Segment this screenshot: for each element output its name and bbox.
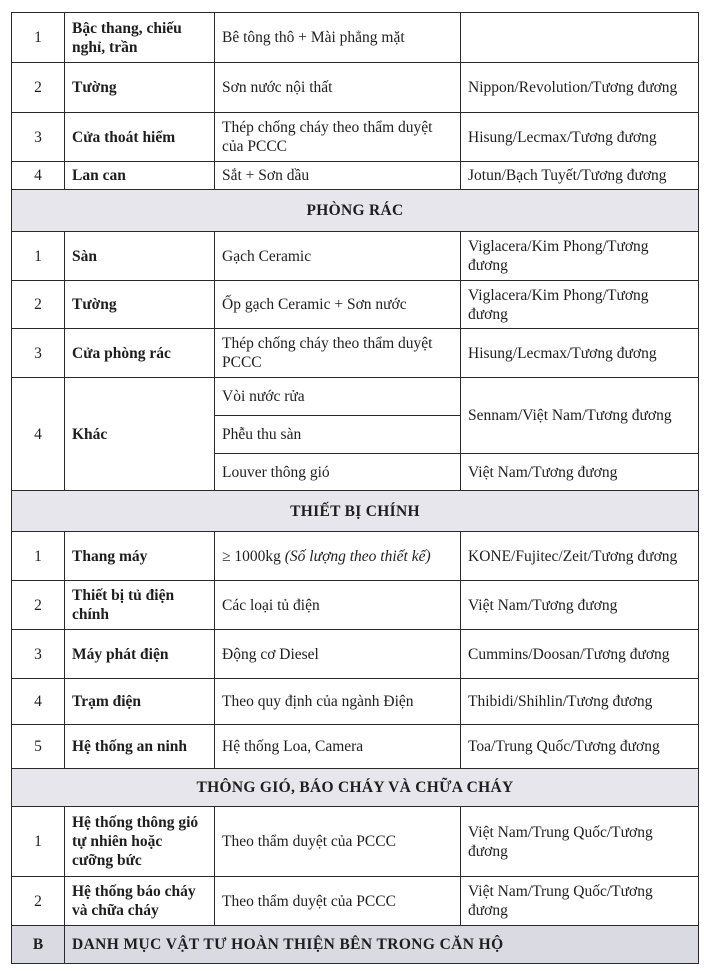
item-name: Sàn [65,232,215,281]
item-brand: Viglacera/Kim Phong/Tương đương [461,232,699,281]
item-spec: Thép chống cháy theo thẩm duyệt PCCC [215,329,461,378]
item-spec: Sắt + Sơn dầu [215,162,461,190]
section-header-row [12,491,699,532]
item-name: Bậc thang, chiếu nghỉ, trần [65,13,215,63]
item-brand: Toa/Trung Quốc/Tương đương [461,725,699,769]
item-brand [461,13,699,63]
row-number: 4 [12,378,65,491]
section-header-row [12,190,699,232]
row-number: 2 [12,63,65,113]
item-brand: Jotun/Bạch Tuyết/Tương đương [461,162,699,190]
row-number: 1 [12,532,65,581]
item-spec: Gạch Ceramic [215,232,461,281]
materials-table [11,12,699,964]
row-number: 2 [12,877,65,926]
item-spec: Ốp gạch Ceramic + Sơn nước [215,281,461,329]
item-spec: Vòi nước rửa [215,378,461,416]
item-spec: Động cơ Diesel [215,630,461,679]
table-row [12,281,699,329]
item-spec [215,532,461,581]
table-row [12,532,699,581]
row-number: 3 [12,630,65,679]
item-brand: Viglacera/Kim Phong/Tương đương [461,281,699,329]
row-number: 3 [12,113,65,162]
item-spec: Phễu thu sàn [215,416,461,454]
row-number: 1 [12,232,65,281]
item-brand: Cummins/Doosan/Tương đương [461,630,699,679]
item-brand: KONE/Fujitec/Zeit/Tương đương [461,532,699,581]
row-number: 3 [12,329,65,378]
item-name: Tường [65,63,215,113]
item-brand: Nippon/Revolution/Tương đương [461,63,699,113]
row-number: 1 [12,13,65,63]
row-number: 2 [12,581,65,630]
row-number: 2 [12,281,65,329]
item-name: Khác [65,378,215,491]
item-name: Thiết bị tủ điện chính [65,581,215,630]
item-name: Máy phát điện [65,630,215,679]
table-row [12,581,699,630]
section-b-label: B [12,926,65,964]
item-name: Trạm điện [65,679,215,725]
item-spec: Louver thông gió [215,454,461,491]
item-name: Lan can [65,162,215,190]
table-row [12,877,699,926]
table-row [12,232,699,281]
section-b-title: DANH MỤC VẬT TƯ HOÀN THIỆN BÊN TRONG CĂN HỘ [65,926,699,964]
item-spec: Thép chống cháy theo thẩm duyệt của PCCC [215,113,461,162]
section-b-row [12,926,699,964]
item-name: Cửa thoát hiểm [65,113,215,162]
item-brand: Sennam/Việt Nam/Tương đương [461,378,699,454]
table-row [12,329,699,378]
spec-main: ≥ 1000kg [222,547,285,565]
item-brand: Việt Nam/Trung Quốc/Tương đương [461,877,699,926]
item-spec: Theo thẩm duyệt của PCCC [215,807,461,877]
item-spec: Sơn nước nội thất [215,63,461,113]
section-header-row [12,769,699,807]
item-spec: Bê tông thô + Mài phẳng mặt [215,13,461,63]
row-number: 1 [12,807,65,877]
item-brand: Việt Nam/Tương đương [461,581,699,630]
item-brand: Hisung/Lecmax/Tương đương [461,329,699,378]
table-row [12,725,699,769]
spec-note: (Số lượng theo thiết kế) [284,547,431,565]
item-name: Hệ thống an ninh [65,725,215,769]
row-number: 4 [12,162,65,190]
table-row [12,630,699,679]
table-row [12,807,699,877]
table-row [12,679,699,725]
item-spec: Theo thẩm duyệt của PCCC [215,877,461,926]
item-name: Cửa phòng rác [65,329,215,378]
table-row [12,162,699,190]
row-number: 5 [12,725,65,769]
item-name: Thang máy [65,532,215,581]
item-spec: Các loại tủ điện [215,581,461,630]
item-brand: Việt Nam/Tương đương [461,454,699,491]
section-title: THÔNG GIÓ, BÁO CHÁY VÀ CHỮA CHÁY [12,769,699,807]
item-name: Hệ thống báo cháy và chữa cháy [65,877,215,926]
section-title: THIẾT BỊ CHÍNH [12,491,699,532]
item-name: Hệ thống thông gió tự nhiên hoặc cưỡng bức [65,807,215,877]
table-row [12,378,699,416]
item-brand: Hisung/Lecmax/Tương đương [461,113,699,162]
row-number: 4 [12,679,65,725]
item-brand: Việt Nam/Trung Quốc/Tương đương [461,807,699,877]
item-spec: Theo quy định của ngành Điện [215,679,461,725]
item-brand: Thibidi/Shihlin/Tương đương [461,679,699,725]
section-title: PHÒNG RÁC [12,190,699,232]
item-spec: Hệ thống Loa, Camera [215,725,461,769]
table-row [12,13,699,63]
item-name: Tường [65,281,215,329]
table-row [12,113,699,162]
table-row [12,63,699,113]
